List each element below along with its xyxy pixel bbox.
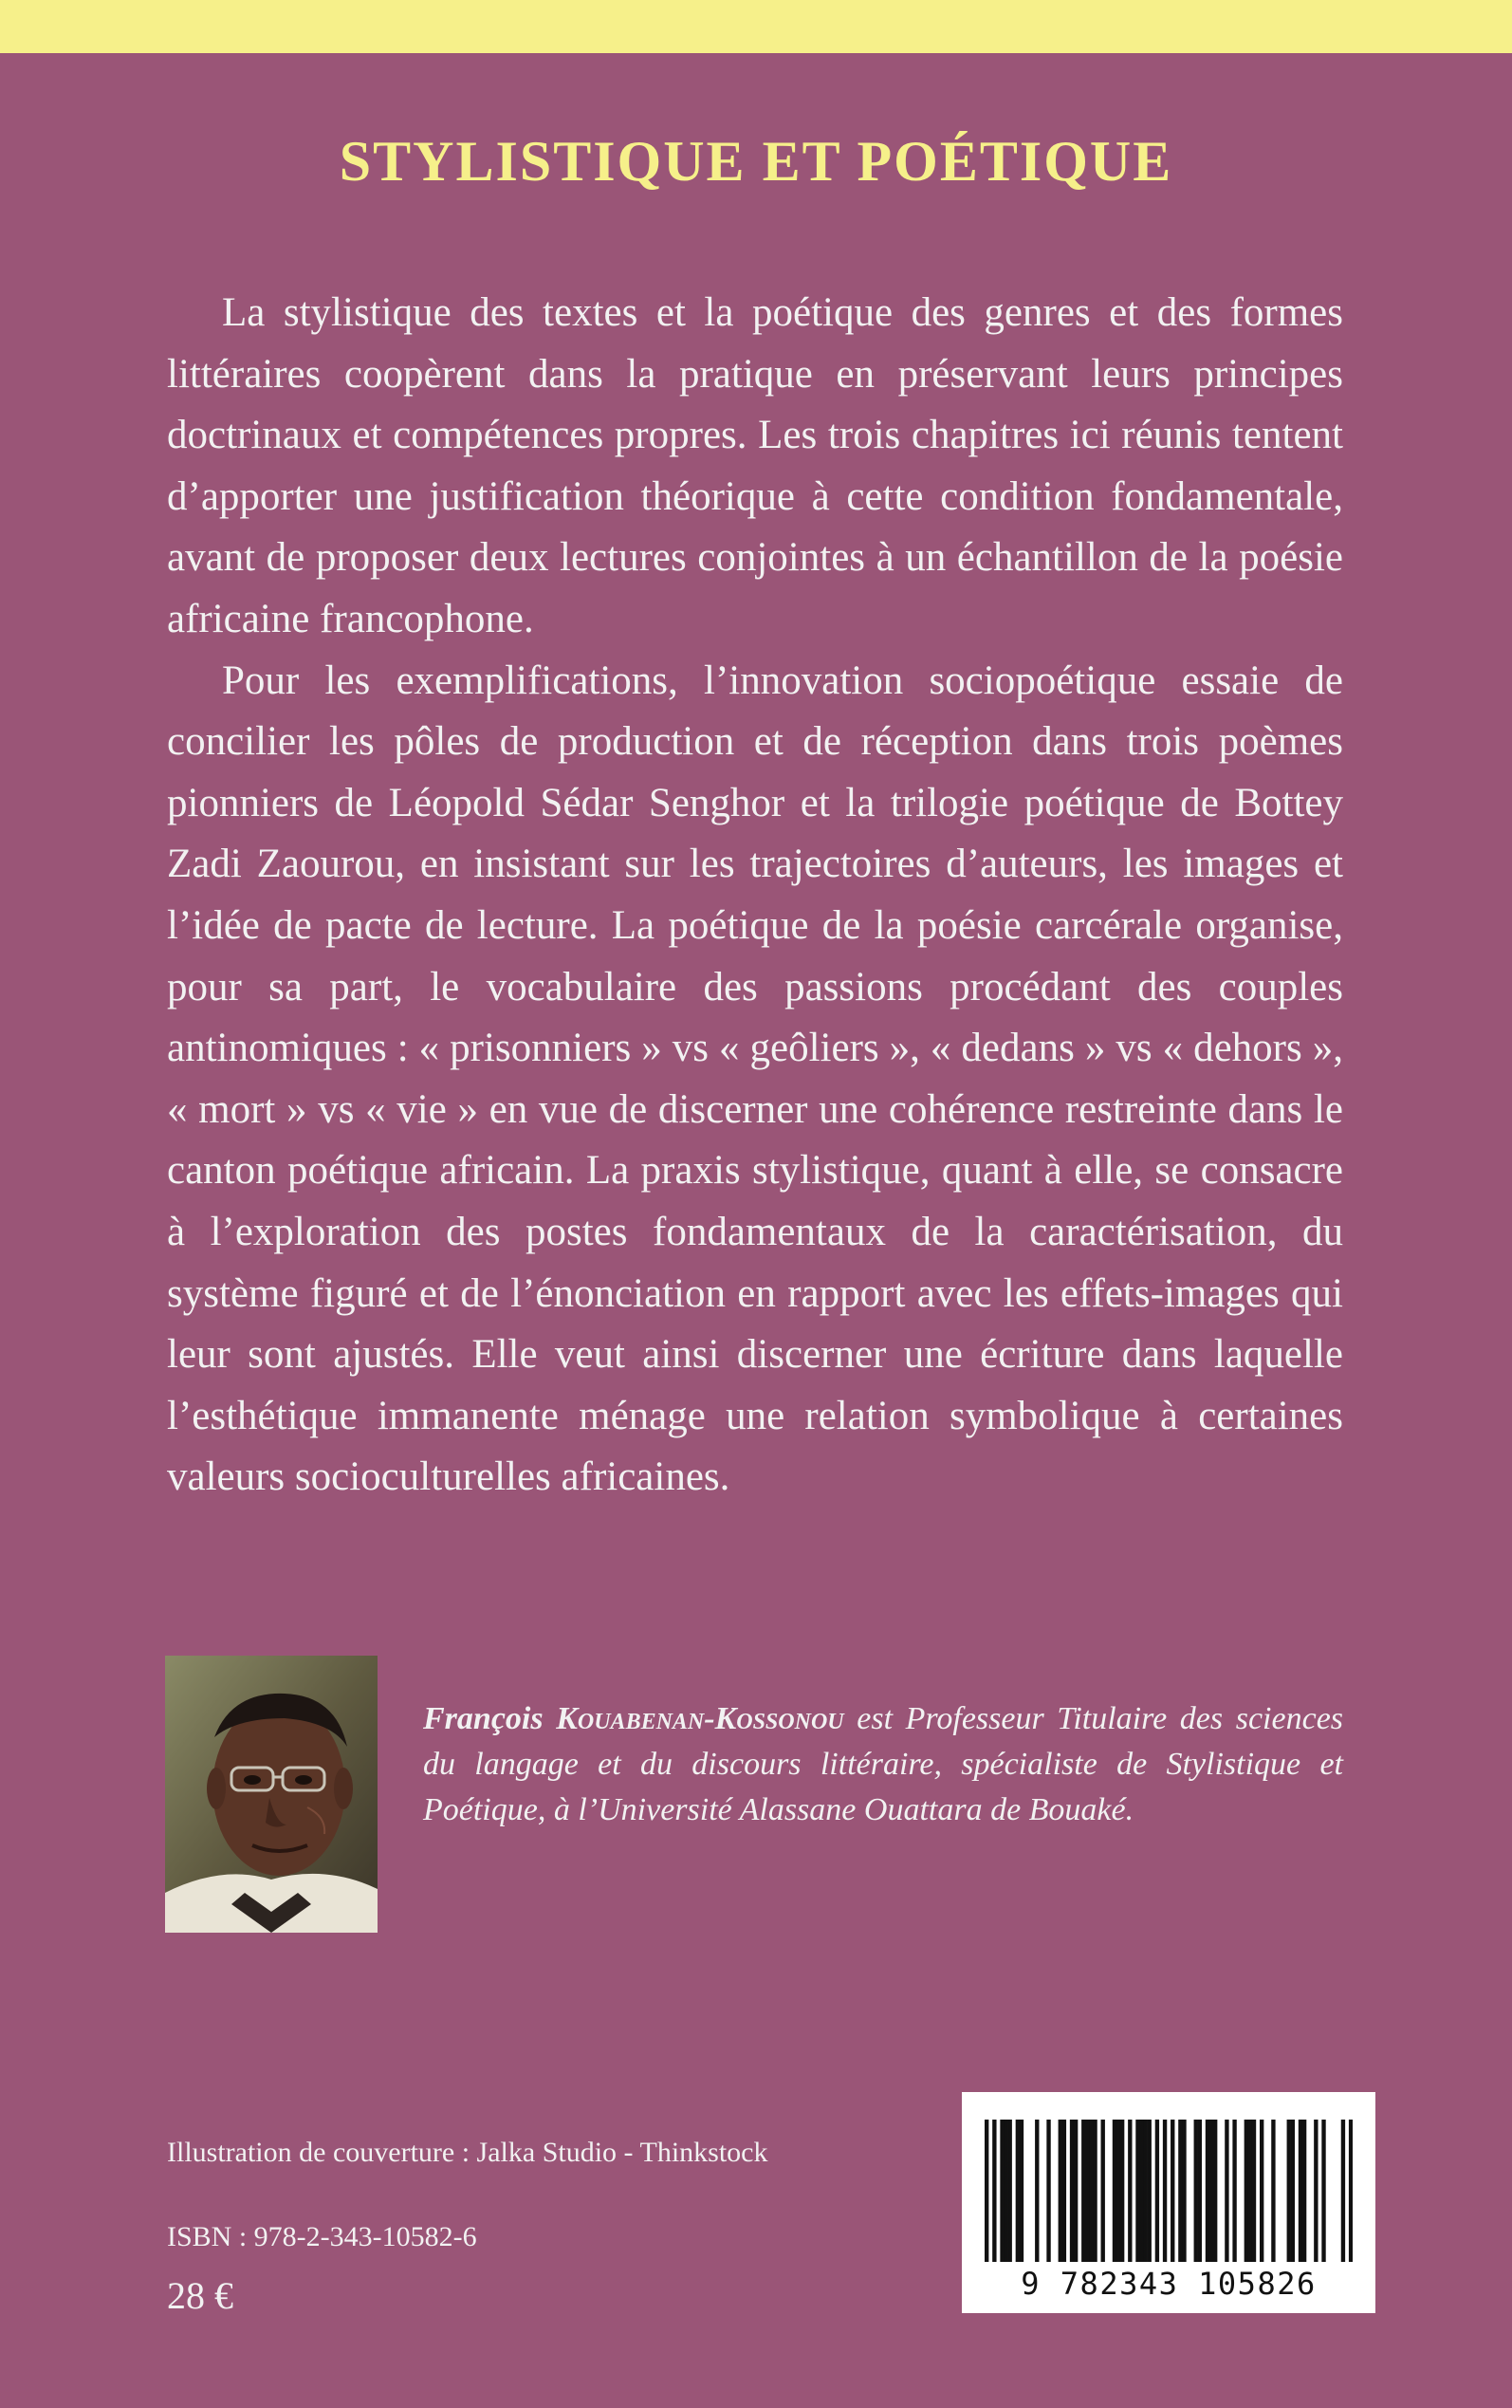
barcode-bar [1046,2120,1050,2262]
cover-credit: Illustration de couverture : Jalka Studio - Thinkstock [167,2137,768,2168]
barcode-bar [1198,2120,1202,2262]
barcode-bar [1113,2120,1116,2262]
barcode-bar [1020,2120,1023,2262]
barcode-bar [1116,2120,1120,2262]
barcode-bar [1093,2120,1097,2262]
barcode-bar [1287,2120,1291,2262]
barcode-bar [1016,2120,1020,2262]
barcode-bar [1120,2120,1124,2262]
barcode-bar [1252,2120,1256,2262]
barcode-bar [1128,2120,1132,2262]
barcode-bar [1213,2120,1217,2262]
barcode-bar [1004,2120,1007,2262]
author-bio [423,1696,1343,1833]
barcode-bar [1085,2120,1089,2262]
barcode-bar [985,2120,988,2262]
barcode-bar [1341,2120,1345,2262]
author-photo [165,1656,378,1933]
barcode-bar [1135,2120,1139,2262]
barcode-bar [1074,2120,1078,2262]
barcode-bar [1225,2120,1228,2262]
summary-paragraph-1: La stylistique des textes et la poétique des genres et des formes littéraires coopèrent dans la pratique en préservant leurs principes doctrinaux et compétences propres. Les trois chapitres ici réunis tentent d’apporter une justification théorique à cette condition fondamentale, avant de proposer deux lectures conjointes à un échantillon de la poésie africaine francophone. [167,290,1343,641]
barcode-bar [1206,2120,1209,2262]
barcode-digits: 9 782343 105826 [1021,2266,1317,2302]
barcode-bar [1059,2120,1062,2262]
author-last-name: Kouabenan-Kossonou [556,1701,844,1736]
barcode-bar [1035,2120,1039,2262]
barcode-bar [992,2120,996,2262]
barcode-bar [1248,2120,1252,2262]
top-yellow-band [0,0,1512,53]
barcode-bar [1000,2120,1004,2262]
barcode-bar [1209,2120,1213,2262]
barcode-bar [1299,2120,1302,2262]
barcode-bar [1070,2120,1074,2262]
barcode-bar [1081,2120,1085,2262]
summary-text [167,283,1343,1509]
summary-paragraph-2: Pour les exemplifications, l’innovation sociopoétique essaie de concilier les pôles de production et de réception dans trois poèmes pionniers de Léopold Sédar Senghor et la trilogie poétique de Bottey Zadi Zaourou, en insistant sur les trajectoires d’auteurs, les images et l’idée de pacte de lecture. La poétique de la poésie carcérale organise, pour sa part, le vocabulaire des passions procédant des couples antinomiques : « prisonniers » vs « geôliers », « dedans » vs « dehors », « mort » vs « vie » en vue de discerner une cohérence restreinte dans le canton poétique africain. La praxis stylistique, quant à elle, se consacre à l’exploration des postes fondamentaux de la caractérisation, du système figuré et de l’énonciation en rapport avec les effets-images qui leur sont ajustés. Elle veut ainsi discerner une écriture dans laquelle l’esthétique immanente ménage une relation symbolique à certaines valeurs socioculturelles africaines. [167,658,1343,1500]
barcode-bar [1194,2120,1198,2262]
price: 28 € [167,2274,233,2317]
barcode-bar [1008,2120,1012,2262]
barcode-bar [1178,2120,1182,2262]
barcode-bar [1321,2120,1325,2262]
barcode-bar [1245,2120,1248,2262]
book-title: STYLISTIQUE ET POÉTIQUE [339,130,1173,193]
barcode-bars [985,2120,1353,2262]
barcode-bar [1271,2120,1275,2262]
barcode-bar [1163,2120,1167,2262]
barcode-bar [1155,2120,1159,2262]
barcode [962,2092,1375,2313]
author-bio-text: est Professeur Titulaire des sciences du langage et du discours littéraire, spécialiste de Stylistique et Poétique, à l’Université Alassane Ouattara de Bouaké. [423,1701,1344,1827]
barcode-bar [1139,2120,1143,2262]
barcode-bar [1143,2120,1147,2262]
barcode-bar [1171,2120,1174,2262]
barcode-bar [1148,2120,1152,2262]
barcode-bar [1260,2120,1263,2262]
barcode-bar [1291,2120,1295,2262]
barcode-bar [1232,2120,1236,2262]
barcode-bar [1101,2120,1105,2262]
author-first-name: François [423,1701,544,1736]
barcode-bar [1182,2120,1186,2262]
barcode-bar [1314,2120,1318,2262]
isbn: ISBN : 978-2-343-10582-6 [167,2221,477,2252]
barcode-bar [1349,2120,1353,2262]
barcode-bar [1089,2120,1093,2262]
barcode-bar [1302,2120,1306,2262]
barcode-bar [1062,2120,1066,2262]
